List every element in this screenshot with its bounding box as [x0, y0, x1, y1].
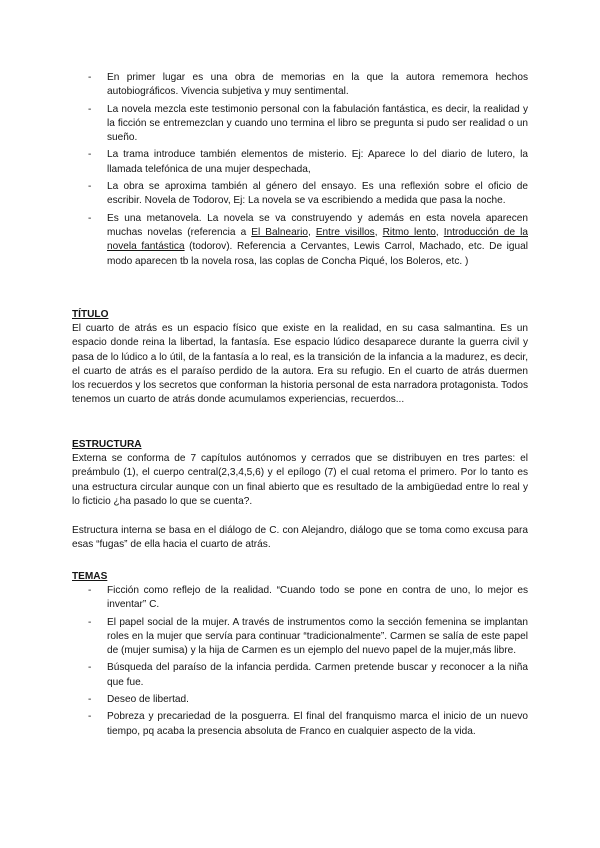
bullet-dash: - [88, 662, 92, 674]
list-item [88, 710, 528, 739]
book-title-entre-visillos: Entre visillos [315, 226, 375, 238]
list-item-metanovela [88, 212, 528, 269]
intro-bullet-list [88, 71, 528, 272]
bullet-dash: - [88, 103, 92, 115]
list-item [88, 616, 528, 659]
bullet-dash: - [88, 585, 92, 596]
list-item-text: Búsqueda del paraíso de la infancia perdida. Carmen pretende buscar y reconocer a la niña que fue. [107, 662, 528, 688]
separator: , [374, 226, 383, 238]
list-item-text: La obra se aproxima también al género del ensayo. Es una reflexión sobre el oficio de escribir. Novela de Todorov, Ej: La novela se va escribiendo a medida que pasa la noche. [107, 181, 528, 207]
list-item [88, 661, 528, 690]
list-item [88, 148, 528, 177]
list-item [88, 103, 528, 146]
list-item-text: En primer lugar es una obra de memorias en la que la autora rememora hechos autobiográficos. Vivencia subjetiva y muy sentimental. [107, 72, 528, 98]
list-item-text: Deseo de libertad. [107, 694, 189, 706]
titulo-heading: TÍTULO [72, 309, 109, 320]
bullet-dash: - [88, 711, 92, 723]
list-item [88, 180, 528, 209]
estructura-paragraph-1: Externa se conforma de 7 capítulos autónomos y cerrados que se distribuyen en tres partes: el preámbulo (1), el cuerpo central(2,3,4,5,6) y el epílogo (7) el cual retoma el primero. Por lo tanto es una estructura circular aunque con un final abierto que es resultado de la ambigüedad entre lo real y lo ficticio ¿ha pasado lo que se cuenta?. [72, 453, 528, 507]
book-title-introduccion-novela-fantastica: Introducción de la novela fantástica [107, 226, 528, 253]
bullet-dash: - [88, 72, 92, 83]
bullet-dash: - [88, 181, 92, 193]
temas-bullet-list [88, 584, 528, 742]
titulo-paragraph: El cuarto de atrás es un espacio físico que existe en la realidad, en su casa salmantina. Es un espacio donde reina la libertad, la fantasía. Ese espacio lúdico desaparece durante la guerra civil y pasa de lo lúdico a lo útil, de la fantasía a lo real, es la transición de la infancia a la madurez, es decir, el cuarto de atrás es el paraíso perdido de la autora. Era su refugio. En el cuarto de atrás duermen los recuerdos y los secretos que conforman la historia personal de esta narradora protagonista. Todos tenemos un cuarto de atrás donde acumulamos experiencias, recuerdos... [72, 323, 528, 406]
bullet-dash: - [88, 694, 92, 706]
list-item-text: La trama introduce también elementos de misterio. Ej: Aparece lo del diario de lutero, la llamada telefónica de una mujer despechada, [107, 149, 528, 175]
list-item [88, 693, 528, 707]
book-title-el-balneario: El Balneario [251, 226, 308, 238]
bullet-dash: - [88, 616, 92, 628]
list-item-text: La novela mezcla este testimonio personal con la fabulación fantástica, es decir, la realidad y la ficción se entremezclan y cuando uno termina el libro se pregunta si pudo ser realidad o un sueño. [107, 103, 528, 144]
list-item [88, 584, 528, 613]
metanovela-text [107, 213, 528, 267]
separator: , [435, 226, 444, 238]
list-item-text: Pobreza y precariedad de la posguerra. El final del franquismo marca el inicio de un nuevo tiempo, pq acaba la presencia absoluta de Franco en cualquier aspecto de la vida. [107, 711, 528, 737]
bullet-dash: - [88, 212, 92, 224]
bullet-dash: - [88, 149, 92, 161]
metanovela-text-after: (todorov). Referencia a Cervantes, Lewis Carrol, Machado, etc. De igual modo aparecen tb la novela rosa, las coplas de Concha Piqué, los Boleros, etc. ) [107, 241, 528, 267]
list-item-text: Ficción como reflejo de la realidad. “Cuando todo se pone en contra de uno, lo mejor es inventar” C. [107, 585, 528, 611]
metanovela-text-before: Es una metanovela. La novela se va construyendo y además en esta novela aparecen muchas novelas (referencia a [107, 212, 528, 238]
estructura-paragraph-2: Estructura interna se basa en el diálogo de C. con Alejandro, diálogo que se toma como excusa para esas “fugas” de ella hacia el cuarto de atrás. [72, 525, 528, 551]
list-item-text: El papel social de la mujer. A través de instrumentos como la sección femenina se implantan roles en la mujer que servía para continuar “tradicionalmente”. Carmen se salía de este papel de (mujer sumisa) y la hija de Carmen es un ejemplo del nuevo papel de la mujer,más libre. [107, 616, 528, 657]
estructura-heading: ESTRUCTURA [72, 439, 142, 450]
temas-heading: TEMAS [72, 571, 108, 582]
book-title-ritmo-lento: Ritmo lento [382, 226, 436, 238]
separator: , [307, 226, 316, 238]
list-item [88, 71, 528, 100]
